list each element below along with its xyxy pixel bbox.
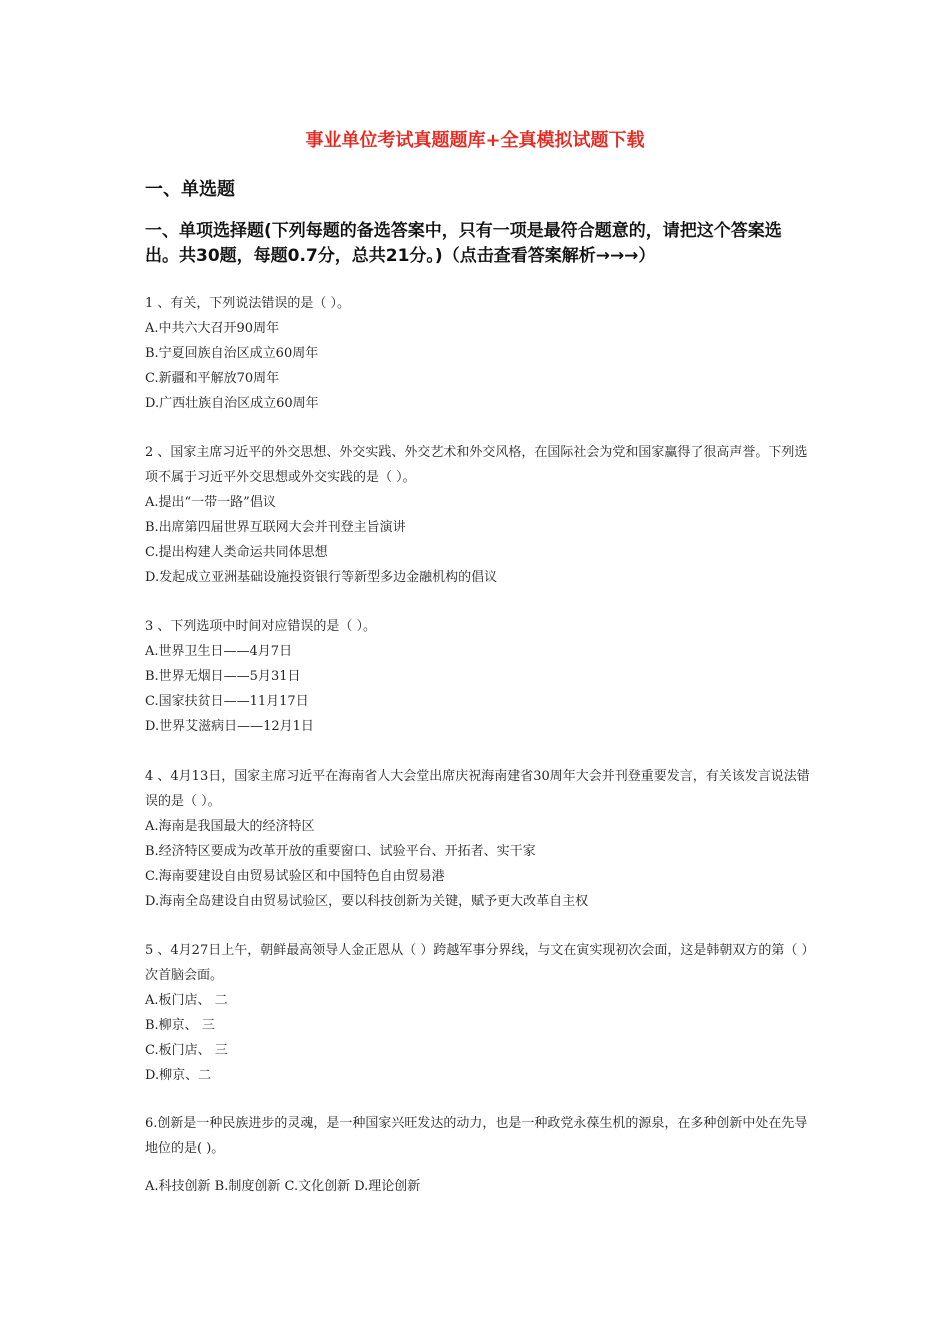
question-2 bbox=[145, 440, 810, 590]
question-4 bbox=[145, 764, 810, 914]
question-5 bbox=[145, 938, 810, 1088]
option-d: D.世界艾滋病日——12月1日 bbox=[145, 719, 314, 734]
option-c: C.提出构建人类命运共同体思想 bbox=[145, 545, 328, 560]
option-a: A.提出“一带一路”倡议 bbox=[145, 495, 276, 510]
option-c: C.国家扶贫日——11月17日 bbox=[145, 694, 309, 709]
option-d: D.柳京、二 bbox=[145, 1068, 212, 1083]
question-stem: 5 、4月27日上午，朝鲜最高领导人金正恩从（ ）跨越军事分界线，与文在寅实现初次会面，这是韩朝双方的第（ ）次首脑会面。 bbox=[145, 943, 808, 983]
option-d: D.广西壮族自治区成立60周年 bbox=[145, 396, 319, 411]
option-b: B.出席第四届世界互联网大会并刊登主旨演讲 bbox=[145, 520, 406, 535]
option-d: D.海南全岛建设自由贸易试验区，要以科技创新为关键，赋予更大改革自主权 bbox=[145, 894, 589, 909]
section-heading: 一、单选题 bbox=[145, 179, 235, 200]
option-c: C.板门店、 三 bbox=[145, 1043, 228, 1058]
option-a: A.中共六大召开90周年 bbox=[145, 321, 280, 336]
question-3 bbox=[145, 614, 810, 739]
question-6 bbox=[145, 1111, 810, 1199]
question-stem: 4 、4月13日，国家主席习近平在海南省人大会堂出席庆祝海南建省30周年大会并刊登重要发言，有关该发言说法错误的是（ ）。 bbox=[145, 769, 810, 809]
question-1 bbox=[145, 291, 810, 416]
option-b: B.宁夏回族自治区成立60周年 bbox=[145, 346, 319, 361]
option-b: B.柳京、 三 bbox=[145, 1018, 215, 1033]
instructions-heading[interactable]: 一、单项选择题(下列每题的备选答案中，只有一项是最符合题意的，请把这个答案选出。共30题，每题0.7分，总共21分。)（点击查看答案解析→→→） bbox=[145, 221, 782, 266]
option-a: A.海南是我国最大的经济特区 bbox=[145, 819, 315, 834]
option-a: A.世界卫生日——4月7日 bbox=[145, 644, 293, 659]
document-title[interactable]: 事业单位考试真题题库+全真模拟试题下载 bbox=[305, 130, 645, 151]
option-a: A.板门店、 二 bbox=[145, 993, 228, 1008]
question-stem: 3 、下列选项中时间对应错误的是（ ）。 bbox=[145, 619, 377, 634]
option-c: C.海南要建设自由贸易试验区和中国特色自由贸易港 bbox=[145, 869, 445, 884]
option-c: C.新疆和平解放70周年 bbox=[145, 371, 280, 386]
option-b: B.经济特区要成为改革开放的重要窗口、试验平台、开拓者、实干家 bbox=[145, 844, 536, 859]
question-stem: 6.创新是一种民族进步的灵魂，是一种国家兴旺发达的动力，也是一种政党永葆生机的源泉，在多种创新中处在先导地位的是( )。 bbox=[145, 1116, 808, 1156]
options-inline: A.科技创新 B.制度创新 C.文化创新 D.理论创新 bbox=[145, 1179, 421, 1194]
question-stem: 1 、有关，下列说法错误的是（ ）。 bbox=[145, 296, 351, 311]
question-stem: 2 、国家主席习近平的外交思想、外交实践、外交艺术和外交风格，在国际社会为党和国家赢得了很高声誉。下列选项不属于习近平外交思想或外交实践的是（ ）。 bbox=[145, 445, 808, 485]
option-b: B.世界无烟日——5月31日 bbox=[145, 669, 301, 684]
option-d: D.发起成立亚洲基础设施投资银行等新型多边金融机构的倡议 bbox=[145, 570, 498, 585]
